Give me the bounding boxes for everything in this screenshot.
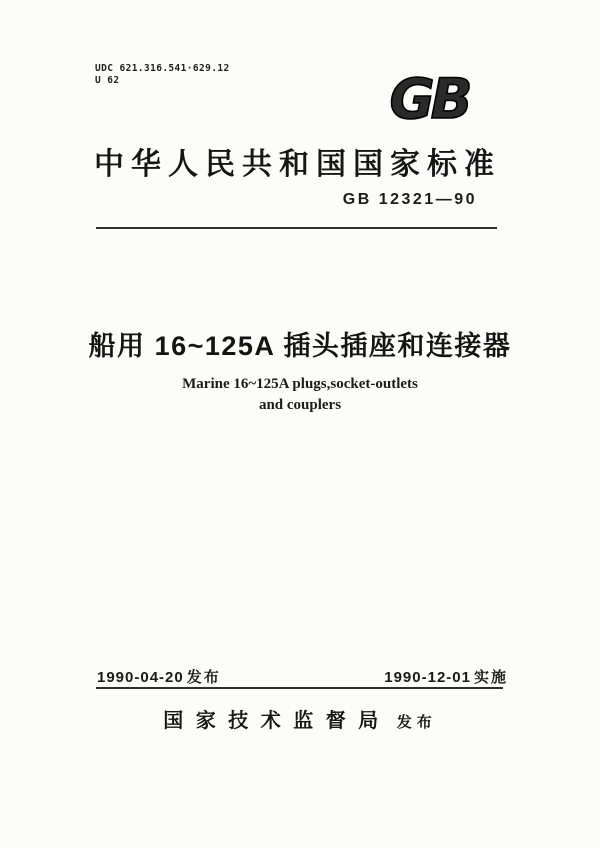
english-title-line1: Marine 16~125A plugs,socket-outlets (182, 376, 418, 392)
issue-date-group (97, 666, 221, 687)
national-standard-heading: 中华人民共和国国家标准 (94, 148, 501, 181)
standard-number: GB 12321—90 (342, 191, 477, 208)
standard-title-chinese: 船用 16~125A 插头插座和连接器 (88, 331, 512, 361)
publisher-row (0, 704, 600, 733)
udc-classification (95, 63, 230, 86)
udc-number: UDC 621.316.541·629.12 (95, 63, 230, 74)
standard-title-english (0, 374, 600, 416)
gb-logo-text: GB (389, 70, 469, 130)
udc-category: U 62 (95, 74, 120, 86)
footer-divider (96, 687, 503, 689)
dates-row (97, 666, 508, 687)
english-title-line2: and couplers (258, 397, 342, 413)
gb-logo-icon (377, 70, 477, 130)
issue-date-label: 发布 (186, 669, 221, 686)
implement-date-group (384, 666, 508, 687)
publisher-name: 国家技术监督局 (163, 710, 391, 732)
implement-date: 1990-12-01 (384, 669, 471, 686)
header-divider (96, 227, 497, 229)
implement-date-label: 实施 (473, 669, 508, 686)
gb-logo (377, 70, 477, 130)
issue-date: 1990-04-20 (97, 669, 184, 686)
publisher-action-label: 发布 (396, 714, 437, 731)
